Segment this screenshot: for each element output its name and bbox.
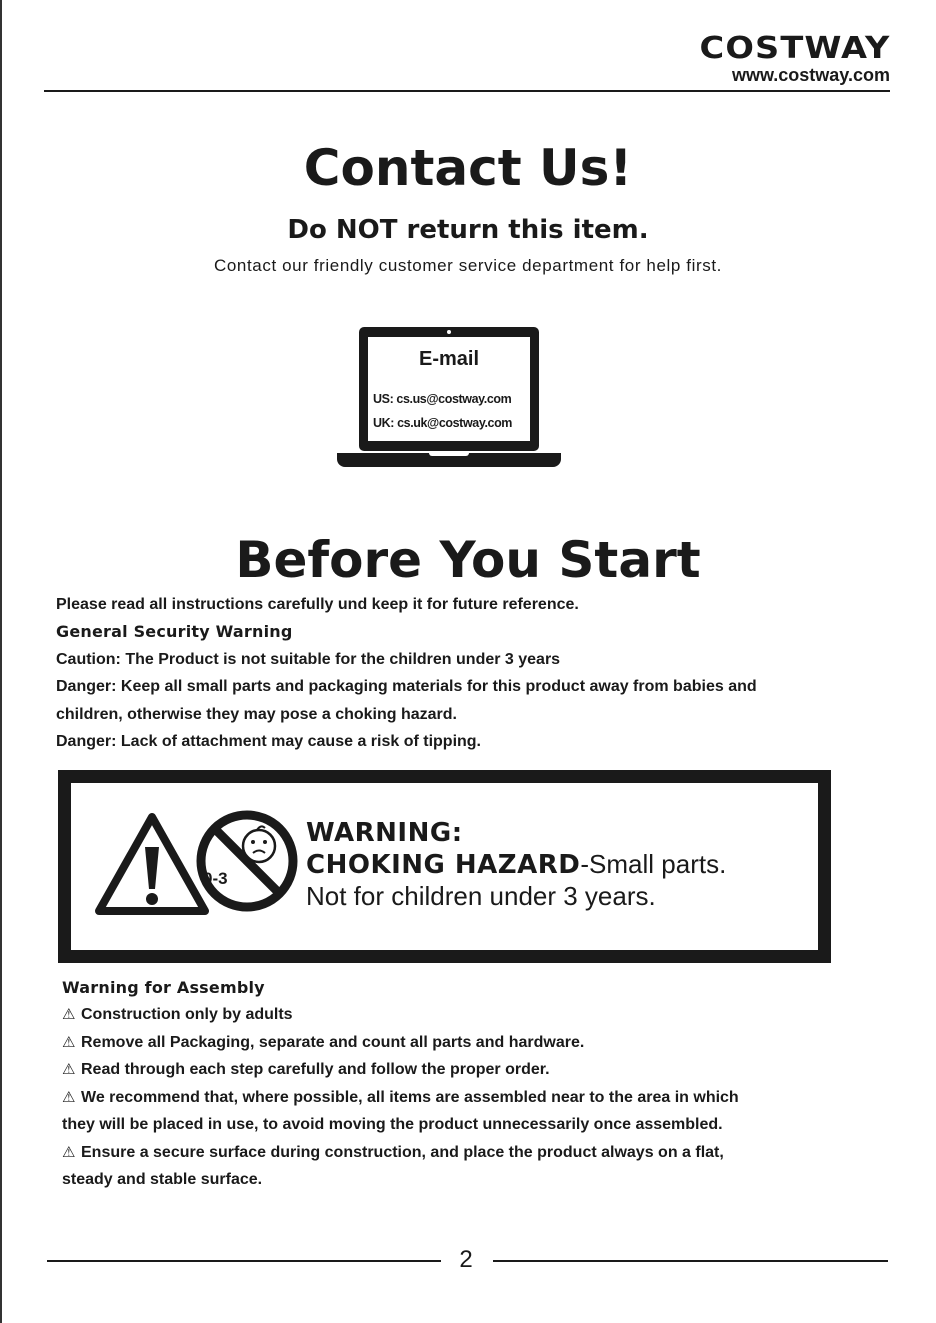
contact-note: Contact our friendly customer service department for help first.: [214, 256, 722, 275]
footer-rule-right: [493, 1260, 888, 1262]
warning-small-icon: ⚠: [62, 1061, 76, 1078]
security-heading: General Security Warning: [56, 622, 293, 641]
header-divider: [44, 90, 890, 92]
brand-header: [699, 31, 890, 85]
small-parts-label: -Small parts.: [580, 849, 727, 879]
laptop-screen: [359, 327, 539, 451]
uk-email: UK: cs.uk@costway.com: [373, 416, 513, 430]
laptop-camera: [447, 330, 451, 334]
assembly-heading: Warning for Assembly: [62, 978, 265, 997]
list-item: ⚠ Ensure a secure surface during construction, and place the product always on a flat,: [62, 1144, 724, 1161]
danger-small-parts-line1: Danger: Keep all small parts and packaging materials for this product away from babies and: [56, 678, 757, 695]
no-children-under-3-icon: [195, 809, 299, 913]
laptop-icon: [337, 327, 561, 467]
warning-small-icon: ⚠: [62, 1089, 76, 1106]
warning-triangle-icon: [93, 811, 211, 917]
list-item: ⚠ Construction only by adults: [62, 1006, 293, 1023]
laptop-display: [368, 337, 530, 441]
page-number: 2: [459, 1246, 473, 1273]
laptop-notch: [429, 453, 469, 456]
list-item-continuation: steady and stable surface.: [62, 1171, 263, 1188]
warning-small-icon: ⚠: [62, 1006, 76, 1023]
list-item-continuation: they will be placed in use, to avoid moving the product unnecessarily once assembled.: [62, 1116, 723, 1133]
contact-subtitle: Do NOT return this item.: [287, 215, 649, 245]
brand-logo: COSTWAY: [699, 31, 890, 66]
age-note: Not for children under 3 years.: [306, 881, 656, 911]
read-note: Please read all instructions carefully und keep it for future reference.: [56, 596, 579, 613]
caution-text: Caution: The Product is not suitable for the children under 3 years: [56, 651, 561, 668]
before-you-start-title: Before You Start: [235, 531, 701, 589]
choking-hazard-label: CHOKING HAZARD: [306, 850, 581, 880]
warning-small-icon: ⚠: [62, 1144, 76, 1161]
brand-url: www.costway.com: [731, 65, 890, 85]
list-item: ⚠ Remove all Packaging, separate and count all parts and hardware.: [62, 1034, 585, 1051]
danger-small-parts-line2: children, otherwise they may pose a choking hazard.: [56, 706, 457, 723]
laptop-base: [337, 453, 561, 467]
list-item: ⚠ We recommend that, where possible, all items are assembled near to the area in which: [62, 1089, 739, 1106]
page-left-edge: [0, 0, 2, 1323]
warning-small-icon: ⚠: [62, 1034, 76, 1051]
danger-tipping: Danger: Lack of attachment may cause a risk of tipping.: [56, 733, 481, 750]
contact-title: Contact Us!: [303, 139, 633, 197]
choking-hazard-line: [306, 848, 726, 881]
choking-hazard-warning-box: [58, 770, 831, 963]
list-item: ⚠ Read through each step carefully and follow the proper order.: [62, 1061, 550, 1078]
warning-title: WARNING:: [306, 818, 463, 848]
age-range-label: 0-3: [203, 869, 228, 888]
footer-rule-left: [47, 1260, 441, 1262]
us-email: US: cs.us@costway.com: [373, 392, 512, 406]
email-label: E-mail: [418, 348, 480, 370]
